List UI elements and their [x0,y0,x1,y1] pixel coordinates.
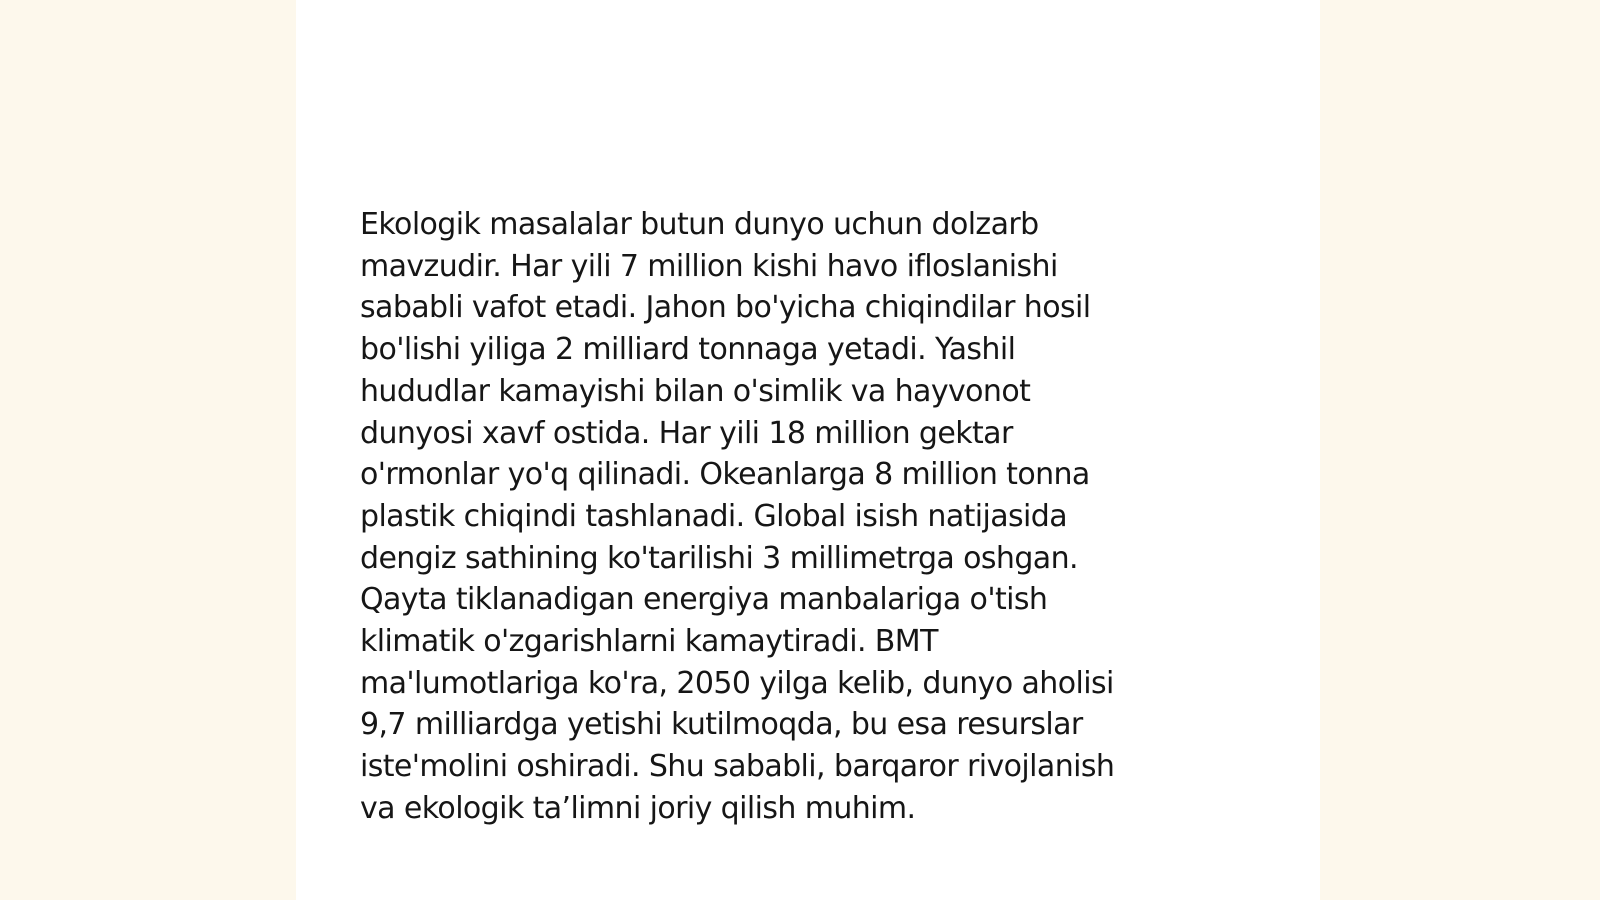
text-line: hududlar kamayishi bilan o'simlik va hayvonot [360,373,1031,409]
text-line: dengiz sathining ko'tarilishi 3 millimetrga oshgan. [360,540,1078,576]
text-line: bo'lishi yiliga 2 milliard tonnaga yetadi. Yashil [360,332,1016,368]
text-line: plastik chiqindi tashlanadi. Global isish natijasida [360,498,1068,534]
document-page [296,0,1320,900]
text-line: 9,7 milliardga yetishi kutilmoqda, bu esa resurslar [360,707,1083,743]
text-line: iste'molini oshiradi. Shu sababli, barqaror rivojlanish [360,749,1115,785]
text-line: Ekologik masalalar butun dunyo uchun dolzarb [360,207,1039,242]
text-line: mavzudir. Har yili 7 million kishi havo ifloslanishi [360,248,1058,284]
text-line: ma'lumotlariga ko'ra, 2050 yilga kelib, dunyo aholisi [360,665,1114,701]
text-line: dunyosi xavf ostida. Har yili 18 million gektar [360,415,1013,451]
text-line: Qayta tiklanadigan energiya manbalariga o'tish [360,582,1048,618]
right-margin-background [1320,0,1600,900]
left-margin-background [0,0,296,900]
text-line: va ekologik ta’limni joriy qilish muhim. [360,790,916,826]
text-line: sababli vafot etadi. Jahon bo'yicha chiqindilar hosil [360,290,1091,326]
text-line: o'rmonlar yo'q qilinadi. Okeanlarga 8 million tonna [360,457,1090,493]
text-line: klimatik o'zgarishlarni kamaytiradi. BMT [360,624,938,660]
body-paragraph [360,204,1220,830]
